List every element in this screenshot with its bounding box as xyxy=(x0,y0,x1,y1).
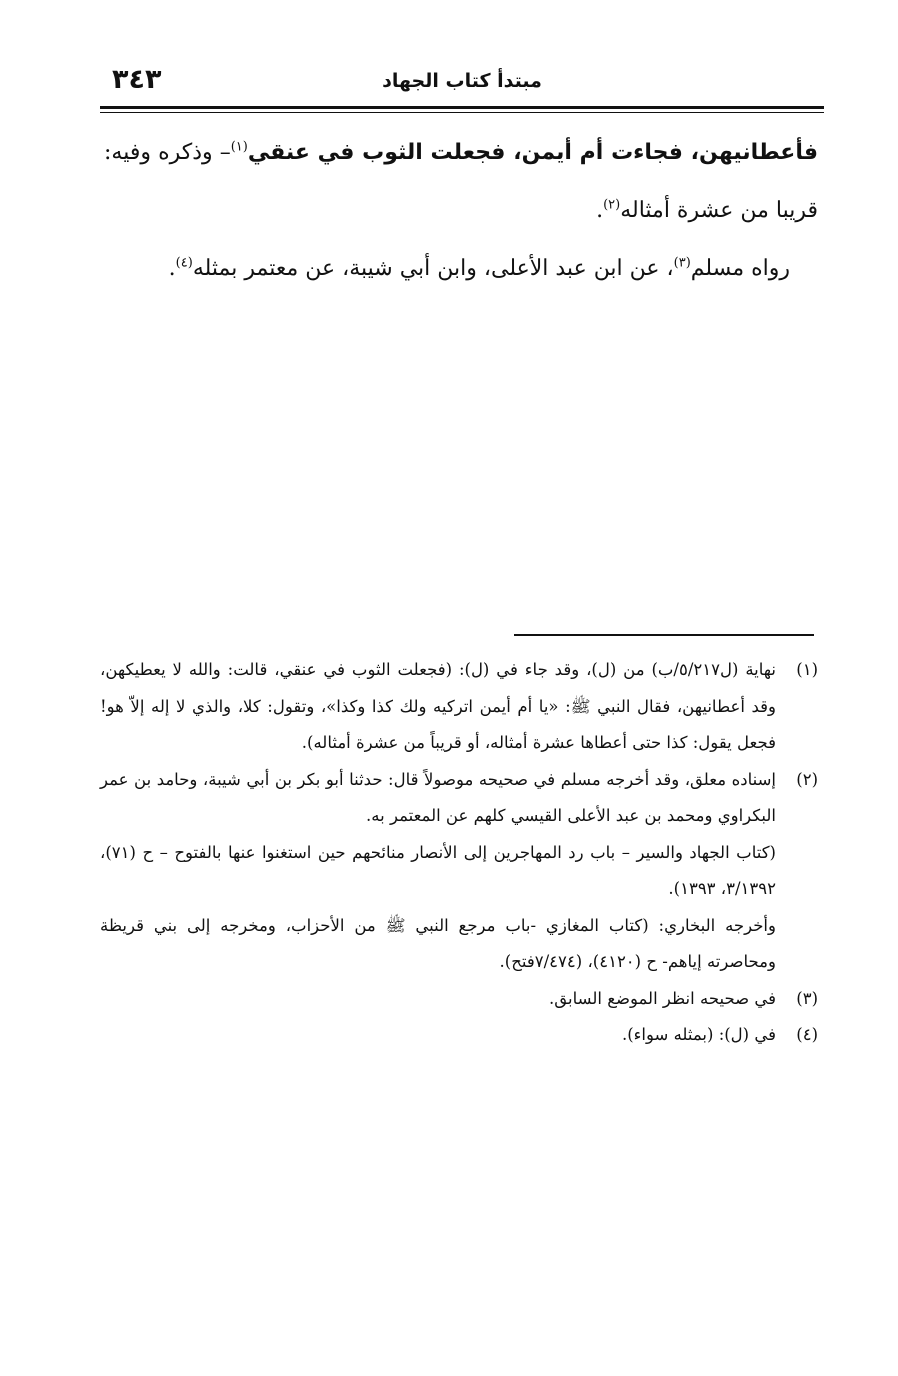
footnote-item xyxy=(100,652,818,762)
footnote-text: وأخرجه البخاري: (كتاب المغازي -باب مرجع النبي ﷺ من الأحزاب، ومخرجه إلى بني قريظة ومحاصرته إياهم- ح (٤١٢٠)، (٧/٤٧٤فتح). xyxy=(100,915,776,971)
footnote-number: (١) xyxy=(796,660,818,679)
main-text-segment: – وذكره وفيه: xyxy=(104,140,231,165)
main-text xyxy=(104,124,818,298)
footnote-ref-4[interactable]: (٤) xyxy=(175,255,193,271)
bold-quote: فأعطانيهن، فجاءت أم أيمن، فجعلت الثوب في عنقي xyxy=(247,140,818,165)
footnote-number: (٤) xyxy=(796,1025,818,1044)
footnote-text: (كتاب الجهاد والسير – باب رد المهاجرين إلى الأنصار منائحهم حين استغنوا عنها بالفتوح – ح (٧١)، ٣/١٣٩٢، ١٣٩٣). xyxy=(100,842,776,898)
footnote-item xyxy=(100,1017,818,1054)
footnote-item xyxy=(100,762,818,981)
main-text-segment: ، عن ابن عبد الأعلى، وابن أبي شيبة، عن معتمر بمثله xyxy=(192,256,674,281)
footnotes-section xyxy=(100,652,818,1054)
page-number: ٣٤٣ xyxy=(112,64,162,95)
header-rule-thin xyxy=(100,112,824,113)
main-paragraph-2 xyxy=(104,240,818,298)
running-header xyxy=(100,62,824,102)
main-text-segment: رواه مسلم xyxy=(690,256,790,281)
main-text-segment: قريبا من عشرة أمثاله xyxy=(620,198,818,223)
footnote-ref-3[interactable]: (٣) xyxy=(673,255,691,271)
footnote-number: (٢) xyxy=(796,769,818,789)
footnote-ref-1[interactable]: (١) xyxy=(230,139,248,155)
footnote-text: في صحيحه انظر الموضع السابق. xyxy=(549,988,776,1008)
footnote-text: نهاية (ل٥/٢١٧/ب) من (ل)، وقد جاء في (ل): (فجعلت الثوب في عنقي، قالت: والله لا يعطيكهن، وقد أعطانيهن، فقال النبي ﷺ: «يا أم أيمن اتركيه ولك كذا وكذا»، وتقول: كلا، والذي لا إله إلاّ هو! فجعل يقول: كذا حتى أعطاها عشرة أمثاله، أو قريباً من عشرة أمثاله). xyxy=(100,660,776,752)
footnote-separator xyxy=(514,634,814,636)
punctuation: . xyxy=(596,198,604,223)
chapter-title: مبتدأ كتاب الجهاد xyxy=(382,70,542,92)
footnote-number: (٣) xyxy=(796,988,818,1008)
punctuation: . xyxy=(168,256,176,281)
footnote-ref-2[interactable]: (٢) xyxy=(603,197,621,213)
main-paragraph-1 xyxy=(104,124,818,240)
header-rule-thick xyxy=(100,106,824,109)
footnote-item xyxy=(100,981,818,1018)
footnote-text: في (ل): (بمثله سواء). xyxy=(621,1025,776,1044)
footnote-text: إسناده معلق، وقد أخرجه مسلم في صحيحه موصولاً قال: حدثنا أبو بكر بن أبي شيبة، وحامد بن عمر البكراوي ومحمد بن عبد الأعلى القيسي كلهم عن المعتمر به. xyxy=(100,769,776,825)
